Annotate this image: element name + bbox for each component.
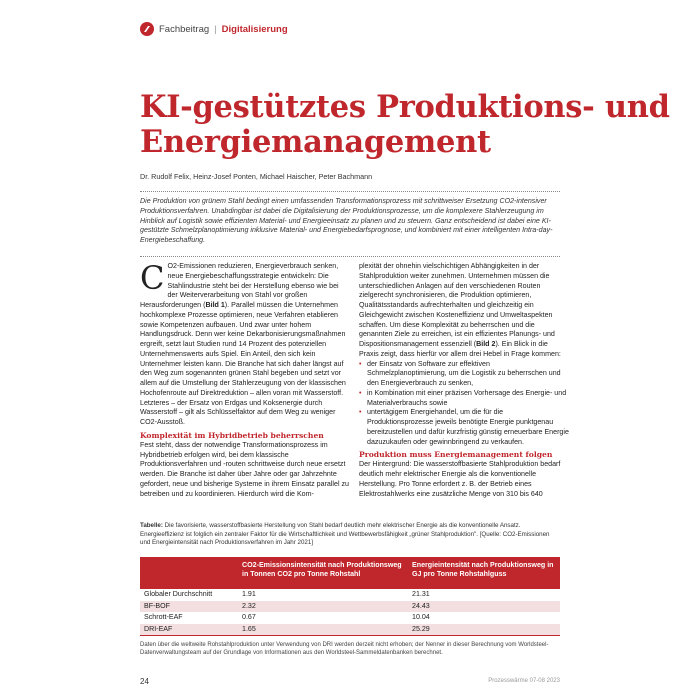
subheading: Produktion muss Energiemanagement folgen: [359, 450, 553, 460]
page-header: [140, 20, 288, 38]
subheading: Komplexität im Hybridbetrieb beherrschen: [140, 430, 324, 440]
table-row: [140, 589, 560, 601]
list-item: • in Kombination mit einer präzisen Vorhersage des Energie- und Materialverbrauchs sowie: [359, 389, 569, 409]
table-cell: 1.91: [238, 589, 408, 601]
text-column-right: [359, 262, 569, 499]
article-title: KI-gestütztes Produktions- und Energiemanagement: [140, 89, 670, 160]
drop-cap: C: [140, 259, 165, 297]
table-caption: Tabelle: Die favorisierte, wasserstoffbasierte Herstellung von Stahl bedarf deutlich mehr elektrischer Energie als die konventionelle Ansatz. Energieeffizienz ist folglich ein zentraler Faktor für die Wirtschaftlichkeit und Wettbewerbsfähigkeit „grüner Stahlproduktion". [Quelle: CO2-Emissionen und Energieintensität nach Produktionsverfahren im Jahr 2021]: [140, 522, 550, 547]
table-header-cell: CO2-Emissionsintensität nach Produktionsweg in Tonnen CO2 pro Tonne Rohstahl: [238, 557, 408, 589]
table-cell: 2.32: [238, 601, 408, 613]
table-cell: 25.29: [408, 624, 560, 636]
table-row: [140, 601, 560, 613]
paragraph: plexität der ohnehin vielschichtigen Abhängigkeiten in der Stahlproduktion weiter zunehmen. Unternehmen müssen die unterschiedlichen Anlagen auf den verschiedenen Routen zielgerecht synchronisieren, die Produktion optimieren, Qualitätsstandards aufrechterhalten und gleichzeitig ein Gleichgewicht zwischen Kosteneffizienz und Umweltaspekten schaffen. Um diese Komplexität zu beherrschen und die genannten Ziele zu erreichen, ist ein effizientes Planungs- und Dispositionsmanagement essenziell (Bild 2). Ein Blick in die Praxis zeigt, dass hierfür vor allem drei Hebel in Frage kommen:: [359, 262, 561, 358]
table-cell: 0.67: [238, 612, 408, 624]
list-item: • untertägigem Energiehandel, um die für die Produktionsprozesse jeweils benötigte Energie punktgenau bereitzustellen und dafür kurzfristig günstig erneuerbare Energie dazuzukaufen oder gewinnbringend zu verkaufen.: [359, 408, 569, 447]
table-footnote: Daten über die weltweite Rohstahlproduktion unter Verwendung von DRI werden derzeit nicht erhoben; der Nenner in dieser Berechnung vom Worldsteel-Datenverwaltungsteam auf der Grundlage von Informationen aus den Worldsteel-Sammeldatenbanken berechnet.: [140, 642, 549, 657]
table-caption-label: Tabelle:: [140, 522, 163, 529]
page-number: 24: [140, 677, 149, 686]
author-line: Dr. Rudolf Felix, Heinz-Josef Ponten, Michael Haischer, Peter Bachmann: [140, 172, 373, 181]
table-cell: 1.65: [238, 624, 408, 636]
table-cell: BF-BOF: [140, 601, 238, 613]
brand-logo-icon: [140, 22, 154, 36]
divider: [140, 256, 560, 257]
data-table: [140, 557, 560, 636]
table-cell: DRI-EAF: [140, 624, 238, 636]
divider: [140, 191, 560, 192]
topic-label: Digitalisierung: [221, 23, 288, 35]
table-cell: 21.31: [408, 589, 560, 601]
magazine-issue: Prozesswärme 07-08 2023: [488, 678, 560, 684]
paragraph: Fest steht, dass der notwendige Transformationsprozess im Hybridbetrieb erfolgen wird, bei dem klassische Produktionsverfahren und -routen schrittweise durch neue ersetzt werden. Die Branche ist daher über Jahre oder gar Jahrzehnte gefordert, neue und bisherige Systeme in ihrem Einsatz parallel zu betreiben und zu koordinieren. Hierdurch wird die Kom-: [140, 440, 349, 498]
table-header-cell: [140, 557, 238, 589]
bullet-list: [359, 360, 569, 448]
table-header-row: [140, 557, 560, 589]
header-separator: |: [214, 23, 217, 35]
table-cell: 24.43: [408, 601, 560, 613]
figure-reference: Bild 2: [476, 340, 496, 348]
figure-reference: Bild 1: [205, 301, 225, 309]
section-label: Fachbeitrag: [159, 23, 210, 35]
table-cell: Schrott-EAF: [140, 612, 238, 624]
table-row: [140, 624, 560, 636]
article-abstract: Die Produktion von grünem Stahl bedingt einen umfassenden Transformationsprozess mit schrittweiser Ersetzung CO2-intensiver Produktionsverfahren. Unabdingbar ist dabei die Digitalisierung der Produktionsprozesse, um die komplexere Stahlerzeugung im Hinblick auf Logistik sowie effizienten Material- und Energieeinsatz zu planen und zu steuern. Ganz entscheidend ist dabei eine KI-gestützte Schmelzplanoptimierung inklusive Material- und Energiebedarfsprognose, und kombiniert mit einer intelligenten Intra-day-Energiebeschaffung.: [140, 197, 553, 245]
paragraph: Der Hintergrund: Die wasserstoffbasierte Stahlproduktion bedarf deutlich mehr elektrischer Energie als die konventionelle Herstellung. Pro Tonne erfordert z. B. der Betrieb eines Elektrostahlwerks eine zusätzliche Menge von 310 bis 640: [359, 460, 561, 498]
table-cell: Globaler Durchschnitt: [140, 589, 238, 601]
table-row: [140, 612, 560, 624]
table-header-cell: Energieintensität nach Produktionsweg in GJ pro Tonne Rohstahlguss: [408, 557, 560, 589]
text-column-left: [140, 259, 350, 499]
table-cell: 10.04: [408, 612, 560, 624]
paragraph: C O2-Emissionen reduzieren, Energieverbrauch senken, neue Energiebeschaffungsstrategie entwickeln: Die Stahlindustrie steht bei der Herstellung ebenso wie bei der Weiterverarbeitung von Stahl vor großen Herausforderungen (Bild 1). Parallel müssen die Unternehmen hochkomplexe Prozesse optimieren, neue Verfahren etablieren sowie Kompetenzen aufbauen. Und zwar unter hohem Handlungsdruck. Denn wer keine Dekarbonisierungsmaßnahmen ergreift, setzt laut Studien rund 14 Prozent des potenziellen Unternehmenswerts aufs Spiel. Ein Anteil, den sich kein Unternehmer leisten kann. Die Branche hat sich daher längst auf den Weg zum sogenannten grünen Stahl begeben und setzt vor allem auf die Umstellung der Stahlerzeugung von der klassischen Hochofenroute auf Direktreduktion – allen voran mit Wasserstoff. Letzteres – der Ersatz von Erdgas und Koksenergie durch Wasserstoff – gilt als Schlüsselfaktor auf dem Weg zu weniger CO2-Ausstoß.: [140, 259, 346, 426]
list-item: • der Einsatz von Software zur effektiven Schmelzplanoptimierung, um die Logistik zu beherrschen und den Energieverbrauch zu senken,: [359, 360, 569, 389]
